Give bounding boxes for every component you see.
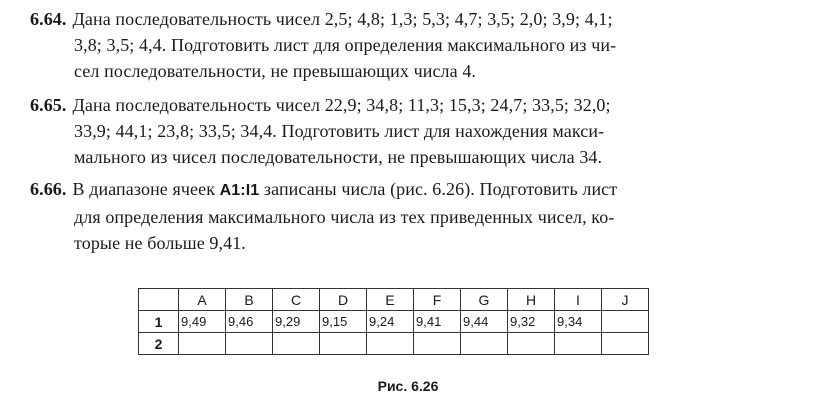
problem-6-64 — [30, 6, 790, 84]
problem-number: 6.66. — [30, 179, 67, 199]
cell-d2 — [320, 333, 367, 355]
cell-j2 — [602, 333, 649, 355]
cell-b1: 9,46 — [226, 311, 273, 333]
row-header-1: 1 — [139, 311, 179, 333]
corner-cell — [139, 289, 179, 311]
problem-6-66 — [30, 176, 790, 256]
cell-c2 — [273, 333, 320, 355]
problem-number: 6.64. — [30, 9, 67, 29]
problem-number: 6.65. — [30, 95, 67, 115]
problem-6-64-line-1: 6.64. Дана последовательность чисел 2,5; 4,8; 1,3; 5,3; 4,7; 3,5; 2,0; 3,9; 4,1; — [30, 9, 613, 29]
row-header-2: 2 — [139, 333, 179, 355]
cell-i1: 9,34 — [555, 311, 602, 333]
cell-a2 — [179, 333, 226, 355]
cell-j1 — [602, 311, 649, 333]
table-row — [139, 311, 649, 333]
column-header-e: E — [367, 289, 414, 311]
cell-g2 — [461, 333, 508, 355]
problem-6-66-line-3: торые не больше 9,41. — [74, 233, 246, 253]
cell-a1: 9,49 — [179, 311, 226, 333]
cell-c1: 9,29 — [273, 311, 320, 333]
cell-f2 — [414, 333, 461, 355]
cell-i2 — [555, 333, 602, 355]
column-header-h: H — [508, 289, 555, 311]
cell-e1: 9,24 — [367, 311, 414, 333]
problem-6-64-line-2: 3,8; 3,5; 4,4. Подготовить лист для определения максимального из чи- — [74, 35, 617, 55]
figure-caption: Рис. 6.26 — [377, 378, 439, 394]
column-header-b: B — [226, 289, 273, 311]
cell-h2 — [508, 333, 555, 355]
problem-6-66-line-1: 6.66. В диапазоне ячеек A1:I1 записаны числа (рис. 6.26). Подготовить лист — [30, 179, 618, 199]
column-header-a: A — [179, 289, 226, 311]
column-header-g: G — [461, 289, 508, 311]
cell-e2 — [367, 333, 414, 355]
cell-d1: 9,15 — [320, 311, 367, 333]
column-header-f: F — [414, 289, 461, 311]
column-header-row — [139, 289, 649, 311]
cell-h1: 9,32 — [508, 311, 555, 333]
column-header-d: D — [320, 289, 367, 311]
problem-6-65-line-2: 33,9; 44,1; 23,8; 33,5; 34,4. Подготовить лист для нахождения макси- — [74, 121, 605, 141]
spreadsheet-figure — [138, 288, 649, 355]
cell-range-reference: A1:I1 — [219, 182, 260, 199]
column-header-c: C — [273, 289, 320, 311]
problem-6-65-line-3: мального из чисел последовательности, не превышающих числа 34. — [74, 147, 603, 167]
column-header-i: I — [555, 289, 602, 311]
problem-6-64-line-3: сел последовательности, не превышающих числа 4. — [74, 61, 477, 81]
problem-6-66-line-2: для определения максимального числа из тех приведенных чисел, ко- — [74, 207, 615, 227]
problem-6-65-line-1: 6.65. Дана последовательность чисел 22,9; 34,8; 11,3; 15,3; 24,7; 33,5; 32,0; — [30, 95, 611, 115]
problem-6-65 — [30, 92, 790, 170]
table-row — [139, 333, 649, 355]
cell-f1: 9,41 — [414, 311, 461, 333]
column-header-j: J — [602, 289, 649, 311]
cell-b2 — [226, 333, 273, 355]
cell-g1: 9,44 — [461, 311, 508, 333]
